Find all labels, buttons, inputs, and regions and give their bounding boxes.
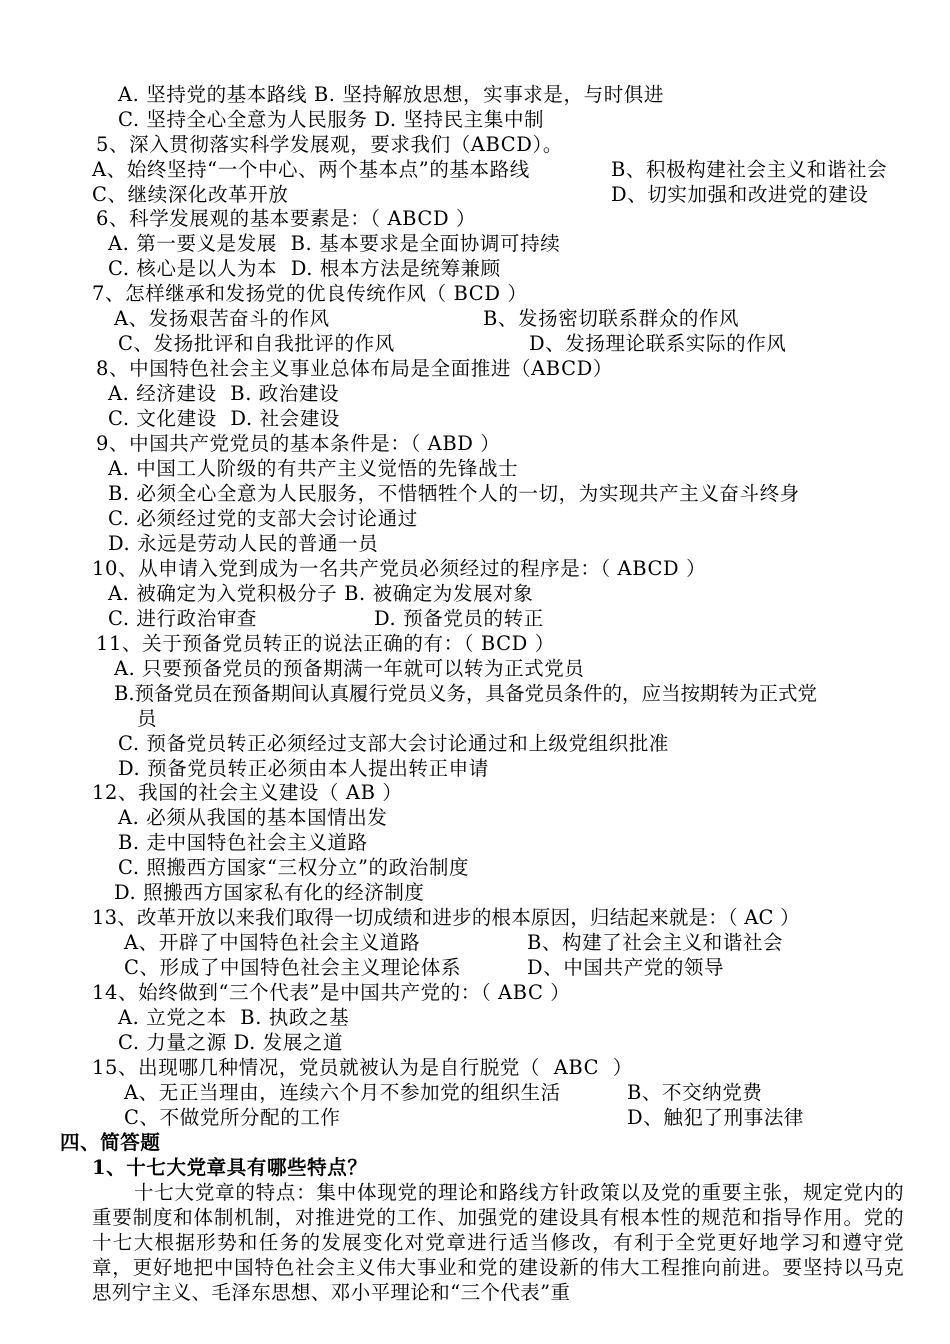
q5-option-a: A、始终坚持“一个中心、两个基本点”的基本路线 (92, 158, 530, 181)
q11-option-d: D. 预备党员转正必须由本人提出转正申请 (118, 757, 489, 780)
q4-option-a-b: A. 坚持党的基本路线 B. 坚持解放思想，实事求是，与时俱进 (118, 83, 665, 106)
q12-option-a: A. 必须从我国的基本国情出发 (118, 806, 388, 829)
q13-option-d: D、中国共产党的领导 (527, 956, 725, 979)
q15-stem: 15、出现哪几种情况，党员就被认为是自行脱党（ ABC ） (92, 1056, 633, 1079)
q13-option-a: A、开辟了中国特色社会主义道路 (124, 931, 421, 954)
q6-option-c-d: C. 核心是以人为本 D. 根本方法是统筹兼顾 (108, 257, 501, 280)
q15-option-c: C、不做党所分配的工作 (124, 1106, 341, 1129)
q14-option-a-b: A. 立党之本 B. 执政之基 (118, 1006, 350, 1029)
q10-option-a-b: A. 被确定为入党积极分子 B. 被确定为发展对象 (108, 582, 534, 605)
q14-stem: 14、始终做到“三个代表”是中国共产党的：（ ABC ） (92, 981, 571, 1004)
short-answer-q1-answer: 十七大党章的特点：集中体现党的理论和路线方针政策以及党的重要主张，规定党内的重要制度和体制机制，对推进党的工作、加强党的建设具有根本性的规范和指导作用。党的十七大根据形势和任务的发展变化对党章进行适当修改，有利于全党更好地学习和遵守党章，更好地把中国特色社会主义伟大事业和党的建设新的伟大工程推向前进。要坚持以马克思列宁主义、毛泽东思想、邓小平理论和“三个代表”重 (92, 1181, 904, 1304)
q15-option-b: B、不交纳党费 (627, 1081, 763, 1104)
q9-option-a: A. 中国工人阶级的有共产主义觉悟的先锋战士 (108, 457, 519, 480)
q5-option-c: C、继续深化改革开放 (92, 183, 289, 206)
q11-option-b-line2: 员 (137, 707, 158, 730)
q5-stem: 5、深入贯彻落实科学发展观，要求我们（ABCD）。 (96, 133, 563, 156)
q11-option-b-line1: B.预备党员在预备期间认真履行党员义务，具备党员条件的，应当按期转为正式党 (114, 682, 818, 705)
q15-option-d: D、触犯了刑事法律 (627, 1106, 805, 1129)
q8-option-c-d: C. 文化建设 D. 社会建设 (108, 407, 340, 430)
q11-option-c: C. 预备党员转正必须经过支部大会讨论通过和上级党组织批准 (118, 732, 670, 755)
q10-option-c: C. 进行政治审查 (108, 607, 258, 630)
q15-option-a: A、无正当理由，连续六个月不参加党的组织生活 (124, 1081, 561, 1104)
q7-option-c: C、发扬批评和自我批评的作风 (118, 332, 395, 355)
q6-stem: 6、科学发展观的基本要素是：（ ABCD ） (96, 207, 477, 230)
section-heading-short-answer: 四、简答题 (60, 1131, 161, 1154)
q7-option-b: B、发扬密切联系群众的作风 (483, 307, 740, 330)
q13-option-b: B、构建了社会主义和谐社会 (527, 931, 784, 954)
q9-option-c: C. 必须经过党的支部大会讨论通过 (108, 507, 418, 530)
q6-option-a-b: A. 第一要义是发展 B. 基本要求是全面协调可持续 (108, 232, 561, 255)
q12-option-d: D. 照搬西方国家私有化的经济制度 (114, 881, 425, 904)
q11-stem: 11、关于预备党员转正的说法正确的有：（ BCD ） (96, 632, 555, 655)
q10-stem: 10、从申请入党到成为一名共产党员必须经过的程序是：（ ABCD ） (92, 557, 707, 580)
q7-option-d: D、发扬理论联系实际的作风 (529, 332, 787, 355)
q4-option-c-d: C. 坚持全心全意为人民服务 D. 坚持民主集中制 (118, 108, 545, 131)
q5-option-b: B、积极构建社会主义和谐社会 (611, 158, 888, 181)
q7-option-a: A、发扬艰苦奋斗的作风 (114, 307, 330, 330)
q9-option-b: B. 必须全心全意为人民服务，不惜牺牲个人的一切，为实现共产主义奋斗终身 (108, 482, 800, 505)
short-answer-q1-title: 1、十七大党章具有哪些特点？ (92, 1156, 368, 1179)
q8-option-a-b: A. 经济建设 B. 政治建设 (108, 382, 340, 405)
q13-option-c: C、形成了中国特色社会主义理论体系 (124, 956, 462, 979)
q5-option-d: D、切实加强和改进党的建设 (611, 183, 869, 206)
q7-stem: 7、怎样继承和发扬党的优良传统作风（ BCD ） (92, 282, 528, 305)
q14-option-c-d: C. 力量之源 D. 发展之道 (118, 1031, 344, 1054)
q11-option-a: A. 只要预备党员的预备期满一年就可以转为正式党员 (114, 657, 585, 680)
q9-option-d: D. 永远是劳动人民的普通一员 (108, 532, 379, 555)
q9-stem: 9、中国共产党党员的基本条件是：（ ABD ） (96, 432, 501, 455)
q8-stem: 8、中国特色社会主义事业总体布局是全面推进（ABCD） (96, 357, 613, 380)
q12-option-b: B. 走中国特色社会主义道路 (118, 831, 368, 854)
q10-option-d: D. 预备党员的转正 (374, 607, 544, 630)
q13-stem: 13、改革开放以来我们取得一切成绩和进步的根本原因，归结起来就是：（ AC ） (92, 906, 800, 929)
q12-option-c: C. 照搬西方国家“三权分立”的政治制度 (118, 856, 470, 879)
q12-stem: 12、我国的社会主义建设（ AB ） (92, 781, 403, 804)
